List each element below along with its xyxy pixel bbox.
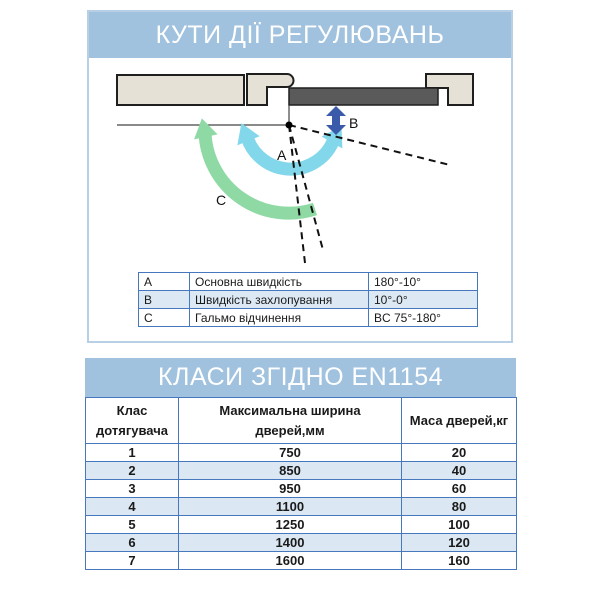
classes-header-row (86, 398, 517, 444)
cell-class: 3 (86, 480, 179, 498)
cell-mass: 100 (402, 516, 517, 534)
header-door-mass: Маса дверей,кг (402, 398, 517, 444)
cell-class: 2 (86, 462, 179, 480)
cell-class: 1 (86, 444, 179, 462)
door-position-dashed-line-1 (289, 125, 305, 263)
cell-mass: 80 (402, 498, 517, 516)
cell-mass: 160 (402, 552, 517, 570)
classes-table (85, 397, 517, 570)
section2-title: КЛАСИ ЗГІДНО EN1154 (85, 358, 516, 397)
cell-mass: 20 (402, 444, 517, 462)
cell-width: 1400 (179, 534, 402, 552)
class-row-3 (86, 480, 517, 498)
legend-name: Гальмо відчинення (190, 309, 369, 327)
cell-width: 1600 (179, 552, 402, 570)
cell-width: 1250 (179, 516, 402, 534)
legend-value: 10°-0° (369, 291, 478, 309)
cell-class: 5 (86, 516, 179, 534)
legend-value: 180°-10° (369, 273, 478, 291)
class-row-7 (86, 552, 517, 570)
legend-value: BC 75°-180° (369, 309, 478, 327)
cell-width: 750 (179, 444, 402, 462)
label-a: A (277, 147, 287, 163)
legend-key: B (139, 291, 190, 309)
label-b: B (349, 115, 359, 131)
class-row-5 (86, 516, 517, 534)
cell-width: 850 (179, 462, 402, 480)
header-door-width: Максимальна ширина дверей,мм (179, 398, 402, 444)
cell-mass: 60 (402, 480, 517, 498)
class-row-2 (86, 462, 517, 480)
legend-row-c (139, 309, 478, 327)
cell-width: 1100 (179, 498, 402, 516)
class-row-4 (86, 498, 517, 516)
cell-width: 950 (179, 480, 402, 498)
cell-class: 6 (86, 534, 179, 552)
legend-key: C (139, 309, 190, 327)
legend-name: Основна швидкість (190, 273, 369, 291)
door-position-dashed-line-2 (289, 125, 323, 250)
class-row-1 (86, 444, 517, 462)
header-class: Клас дотягувача (86, 398, 179, 444)
cell-class: 4 (86, 498, 179, 516)
legend-table (138, 272, 478, 327)
closer-slide-channel (289, 88, 438, 105)
cell-mass: 40 (402, 462, 517, 480)
classes-panel (85, 358, 516, 570)
legend-key: A (139, 273, 190, 291)
class-row-6 (86, 534, 517, 552)
legend-row-a (139, 273, 478, 291)
cell-class: 7 (86, 552, 179, 570)
legend-name: Швидкість захлопування (190, 291, 369, 309)
section1-title: КУТИ ДІЇ РЕГУЛЮВАНЬ (89, 12, 511, 58)
arrow-b-icon (326, 106, 346, 135)
door-frame-middle (247, 74, 294, 105)
angles-panel (87, 10, 513, 343)
pivot-point (286, 122, 293, 129)
label-c: C (216, 192, 227, 208)
arc-c-arrowhead-icon (190, 116, 217, 140)
door-closer-diagram (89, 58, 511, 270)
legend-row-b (139, 291, 478, 309)
cell-mass: 120 (402, 534, 517, 552)
door-leaf (117, 75, 244, 105)
